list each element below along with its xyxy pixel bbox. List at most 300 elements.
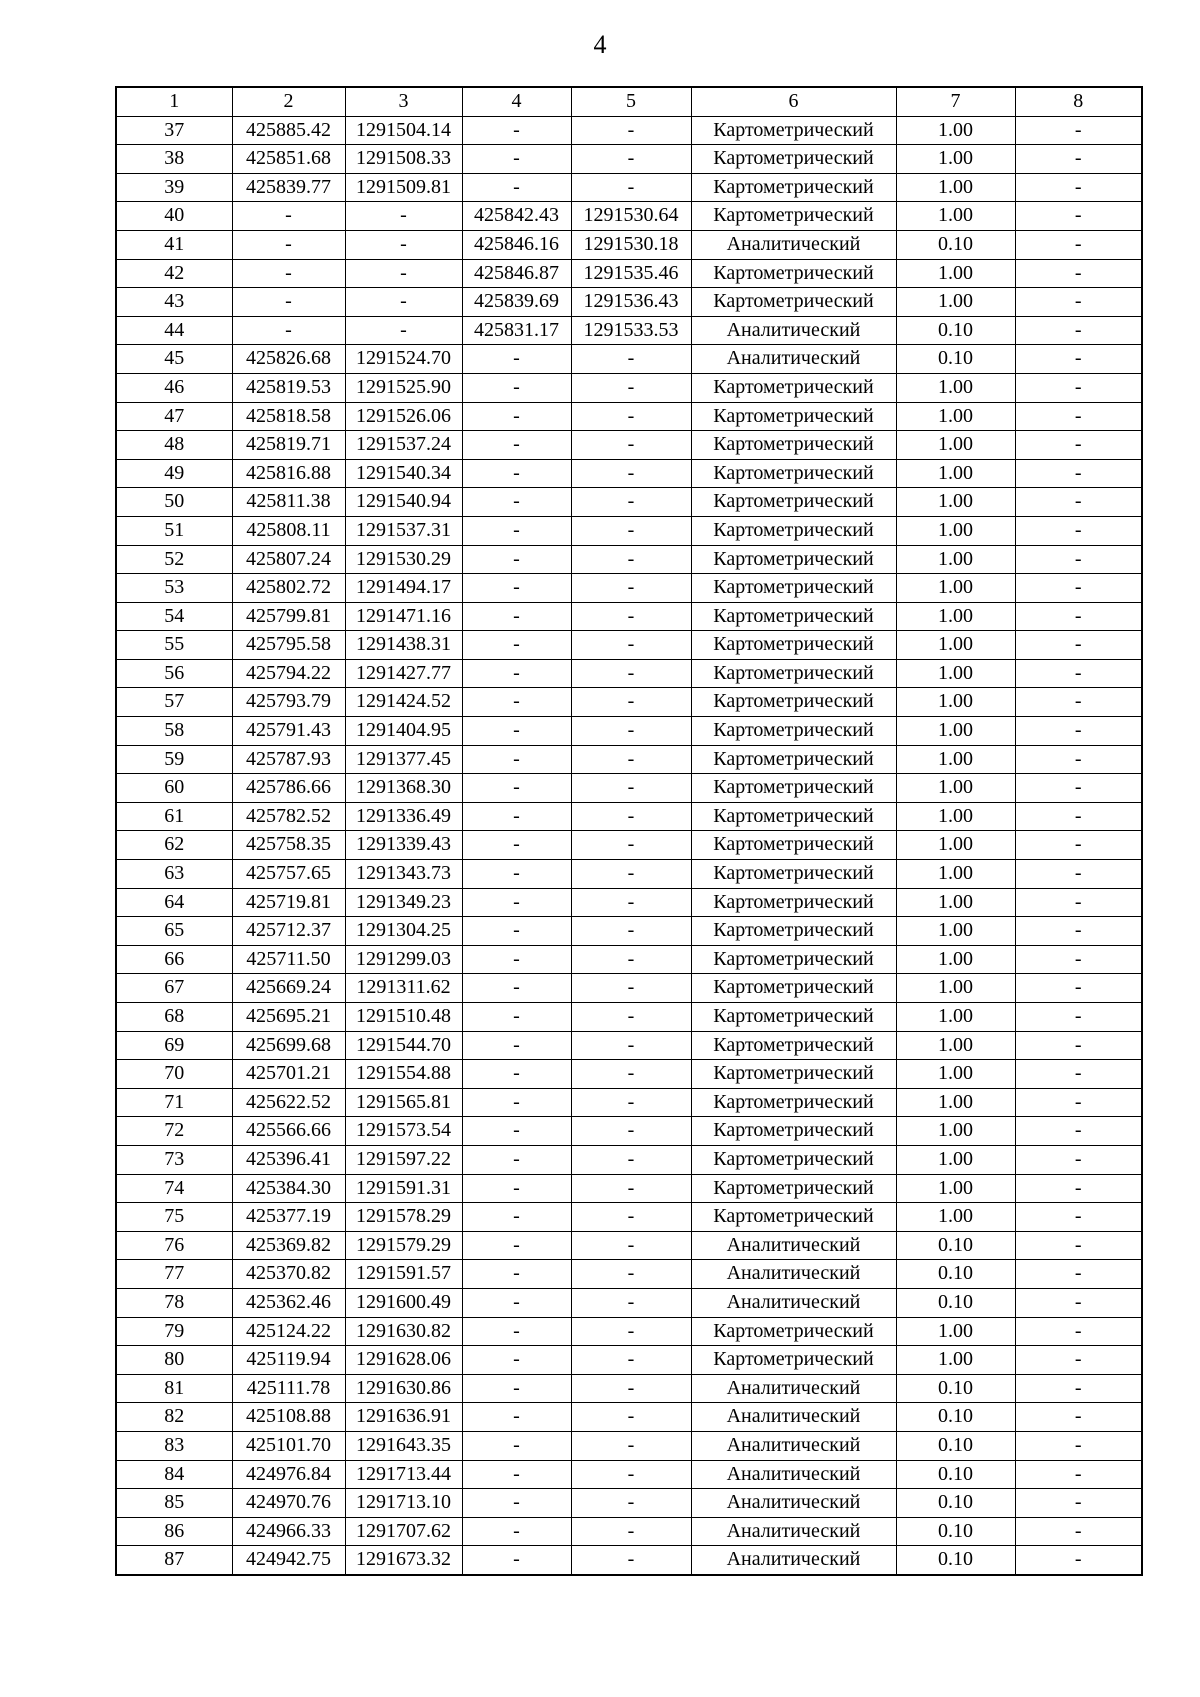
table-cell-col-3: 1291304.25 <box>345 917 462 946</box>
table-cell-col-4: - <box>462 145 571 174</box>
table-cell-col-4: - <box>462 1031 571 1060</box>
table-cell-col-1: 66 <box>116 945 232 974</box>
table-cell-col-6: Картометрический <box>691 1031 896 1060</box>
table-cell-col-6: Картометрический <box>691 373 896 402</box>
table-cell-col-3: 1291713.10 <box>345 1489 462 1518</box>
table-cell-col-3: 1291336.49 <box>345 802 462 831</box>
table-cell-col-5: - <box>571 774 691 803</box>
table-row <box>116 802 1142 831</box>
table-cell-col-5: - <box>571 173 691 202</box>
table-cell-col-7: 1.00 <box>896 945 1015 974</box>
table-cell-col-6: Картометрический <box>691 545 896 574</box>
table-cell-col-8: - <box>1015 602 1142 631</box>
table-cell-col-8: - <box>1015 1489 1142 1518</box>
table-cell-col-5: - <box>571 688 691 717</box>
table-cell-col-8: - <box>1015 1317 1142 1346</box>
table-cell-col-8: - <box>1015 1431 1142 1460</box>
table-cell-col-5: - <box>571 459 691 488</box>
table-cell-col-8: - <box>1015 116 1142 145</box>
table-cell-col-1: 72 <box>116 1117 232 1146</box>
table-cell-col-5: - <box>571 1260 691 1289</box>
table-cell-col-6: Аналитический <box>691 1231 896 1260</box>
column-header-2: 2 <box>232 87 345 116</box>
table-cell-col-4: - <box>462 974 571 1003</box>
table-row <box>116 1174 1142 1203</box>
table-cell-col-6: Картометрический <box>691 116 896 145</box>
table-cell-col-8: - <box>1015 488 1142 517</box>
table-cell-col-4: - <box>462 488 571 517</box>
table-cell-col-1: 41 <box>116 230 232 259</box>
table-cell-col-4: - <box>462 574 571 603</box>
table-cell-col-5: 1291530.18 <box>571 230 691 259</box>
table-cell-col-2: 425701.21 <box>232 1060 345 1089</box>
table-cell-col-1: 83 <box>116 1431 232 1460</box>
table-cell-col-2: 424942.75 <box>232 1546 345 1575</box>
table-cell-col-7: 1.00 <box>896 288 1015 317</box>
table-cell-col-2: 425124.22 <box>232 1317 345 1346</box>
table-cell-col-7: 0.10 <box>896 230 1015 259</box>
table-cell-col-7: 1.00 <box>896 402 1015 431</box>
table-cell-col-1: 51 <box>116 516 232 545</box>
table-cell-col-1: 80 <box>116 1346 232 1375</box>
table-cell-col-2: - <box>232 202 345 231</box>
table-cell-col-6: Картометрический <box>691 288 896 317</box>
table-cell-col-4: - <box>462 1374 571 1403</box>
table-cell-col-5: - <box>571 860 691 889</box>
table-cell-col-1: 63 <box>116 860 232 889</box>
table-cell-col-4: - <box>462 1403 571 1432</box>
table-cell-col-1: 62 <box>116 831 232 860</box>
table-cell-col-5: 1291530.64 <box>571 202 691 231</box>
table-cell-col-4: - <box>462 745 571 774</box>
table-cell-col-2: 425794.22 <box>232 659 345 688</box>
table-cell-col-2: 425799.81 <box>232 602 345 631</box>
table-cell-col-2: 425791.43 <box>232 717 345 746</box>
table-cell-col-4: - <box>462 1431 571 1460</box>
table-row <box>116 202 1142 231</box>
table-cell-col-1: 79 <box>116 1317 232 1346</box>
table-cell-col-6: Картометрический <box>691 1317 896 1346</box>
table-row <box>116 602 1142 631</box>
table-cell-col-3: 1291540.94 <box>345 488 462 517</box>
table-cell-col-1: 47 <box>116 402 232 431</box>
table-cell-col-4: - <box>462 860 571 889</box>
table-cell-col-8: - <box>1015 1231 1142 1260</box>
column-header-5: 5 <box>571 87 691 116</box>
table-cell-col-8: - <box>1015 1460 1142 1489</box>
table-row <box>116 459 1142 488</box>
table-cell-col-8: - <box>1015 259 1142 288</box>
table-cell-col-8: - <box>1015 888 1142 917</box>
table-row <box>116 116 1142 145</box>
table-cell-col-7: 0.10 <box>896 316 1015 345</box>
table-cell-col-6: Картометрический <box>691 888 896 917</box>
table-row <box>116 288 1142 317</box>
table-cell-col-4: - <box>462 774 571 803</box>
table-cell-col-7: 0.10 <box>896 1431 1015 1460</box>
table-cell-col-6: Аналитический <box>691 1403 896 1432</box>
table-cell-col-5: - <box>571 1288 691 1317</box>
table-cell-col-2: - <box>232 259 345 288</box>
table-cell-col-5: - <box>571 1489 691 1518</box>
table-row <box>116 917 1142 946</box>
table-cell-col-8: - <box>1015 1060 1142 1089</box>
table-cell-col-4: - <box>462 888 571 917</box>
table-cell-col-7: 1.00 <box>896 1117 1015 1146</box>
table-cell-col-2: 425811.38 <box>232 488 345 517</box>
table-cell-col-4: - <box>462 545 571 574</box>
table-row <box>116 1374 1142 1403</box>
table-cell-col-5: - <box>571 745 691 774</box>
table-cell-col-5: - <box>571 1374 691 1403</box>
table-row <box>116 717 1142 746</box>
table-row <box>116 1317 1142 1346</box>
table-cell-col-3: 1291565.81 <box>345 1088 462 1117</box>
table-cell-col-7: 1.00 <box>896 1174 1015 1203</box>
table-cell-col-8: - <box>1015 516 1142 545</box>
table-cell-col-2: 425786.66 <box>232 774 345 803</box>
table-cell-col-6: Картометрический <box>691 459 896 488</box>
table-cell-col-2: 425695.21 <box>232 1003 345 1032</box>
table-cell-col-3: - <box>345 202 462 231</box>
table-cell-col-2: 425566.66 <box>232 1117 345 1146</box>
table-row <box>116 1003 1142 1032</box>
table-cell-col-7: 1.00 <box>896 1203 1015 1232</box>
table-cell-col-2: 425839.77 <box>232 173 345 202</box>
table-cell-col-3: 1291579.29 <box>345 1231 462 1260</box>
table-cell-col-7: 1.00 <box>896 974 1015 1003</box>
table-cell-col-4: - <box>462 831 571 860</box>
table-row <box>116 488 1142 517</box>
table-row <box>116 1088 1142 1117</box>
table-row <box>116 631 1142 660</box>
table-cell-col-3: 1291630.86 <box>345 1374 462 1403</box>
table-row <box>116 1031 1142 1060</box>
table-cell-col-8: - <box>1015 1403 1142 1432</box>
table-cell-col-7: 0.10 <box>896 345 1015 374</box>
table-cell-col-6: Картометрический <box>691 1145 896 1174</box>
table-cell-col-3: 1291377.45 <box>345 745 462 774</box>
table-cell-col-7: 1.00 <box>896 145 1015 174</box>
table-cell-col-7: 1.00 <box>896 717 1015 746</box>
table-cell-col-5: - <box>571 488 691 517</box>
table-row <box>116 145 1142 174</box>
table-cell-col-6: Картометрический <box>691 659 896 688</box>
table-cell-col-4: 425842.43 <box>462 202 571 231</box>
table-cell-col-3: 1291573.54 <box>345 1117 462 1146</box>
table-cell-col-8: - <box>1015 659 1142 688</box>
table-cell-col-5: - <box>571 659 691 688</box>
table-cell-col-2: - <box>232 316 345 345</box>
table-cell-col-4: - <box>462 631 571 660</box>
table-cell-col-2: 425787.93 <box>232 745 345 774</box>
table-cell-col-4: - <box>462 1203 571 1232</box>
table-cell-col-3: 1291591.31 <box>345 1174 462 1203</box>
table-cell-col-1: 64 <box>116 888 232 917</box>
table-cell-col-4: - <box>462 1288 571 1317</box>
table-cell-col-5: - <box>571 116 691 145</box>
table-cell-col-6: Картометрический <box>691 488 896 517</box>
table-cell-col-5: - <box>571 1317 691 1346</box>
table-cell-col-2: 425808.11 <box>232 516 345 545</box>
table-cell-col-2: 425396.41 <box>232 1145 345 1174</box>
table-cell-col-8: - <box>1015 402 1142 431</box>
table-cell-col-8: - <box>1015 202 1142 231</box>
table-cell-col-6: Картометрический <box>691 1117 896 1146</box>
table-cell-col-4: - <box>462 1260 571 1289</box>
table-cell-col-3: - <box>345 230 462 259</box>
table-cell-col-1: 42 <box>116 259 232 288</box>
table-cell-col-1: 58 <box>116 717 232 746</box>
table-cell-col-4: - <box>462 1145 571 1174</box>
table-cell-col-3: 1291591.57 <box>345 1260 462 1289</box>
table-cell-col-2: 425819.53 <box>232 373 345 402</box>
table-cell-col-6: Картометрический <box>691 831 896 860</box>
table-cell-col-7: 1.00 <box>896 831 1015 860</box>
table-row <box>116 574 1142 603</box>
table-cell-col-5: - <box>571 631 691 660</box>
table-cell-col-3: 1291427.77 <box>345 659 462 688</box>
table-cell-col-3: 1291600.49 <box>345 1288 462 1317</box>
table-cell-col-7: 1.00 <box>896 860 1015 889</box>
table-cell-col-8: - <box>1015 1088 1142 1117</box>
table-cell-col-5: - <box>571 373 691 402</box>
table-cell-col-7: 0.10 <box>896 1546 1015 1575</box>
table-cell-col-7: 1.00 <box>896 1031 1015 1060</box>
table-cell-col-1: 74 <box>116 1174 232 1203</box>
table-cell-col-7: 1.00 <box>896 888 1015 917</box>
table-cell-col-2: 424966.33 <box>232 1517 345 1546</box>
table-cell-col-6: Картометрический <box>691 402 896 431</box>
table-cell-col-3: 1291524.70 <box>345 345 462 374</box>
table-cell-col-6: Картометрический <box>691 602 896 631</box>
table-cell-col-3: 1291438.31 <box>345 631 462 660</box>
table-cell-col-1: 43 <box>116 288 232 317</box>
table-cell-col-7: 1.00 <box>896 545 1015 574</box>
table-row <box>116 1460 1142 1489</box>
table-cell-col-3: 1291713.44 <box>345 1460 462 1489</box>
table-row <box>116 1431 1142 1460</box>
table-cell-col-3: 1291424.52 <box>345 688 462 717</box>
table-cell-col-1: 82 <box>116 1403 232 1432</box>
table-row <box>116 831 1142 860</box>
table-cell-col-4: - <box>462 1460 571 1489</box>
table-cell-col-3: 1291368.30 <box>345 774 462 803</box>
table-cell-col-5: - <box>571 1117 691 1146</box>
table-cell-col-1: 48 <box>116 431 232 460</box>
table-cell-col-8: - <box>1015 631 1142 660</box>
table-cell-col-5: - <box>571 602 691 631</box>
table-row <box>116 1546 1142 1575</box>
table-row <box>116 402 1142 431</box>
table-cell-col-5: - <box>571 1403 691 1432</box>
table-cell-col-5: - <box>571 516 691 545</box>
table-cell-col-1: 50 <box>116 488 232 517</box>
table-cell-col-7: 1.00 <box>896 1346 1015 1375</box>
table-cell-col-1: 75 <box>116 1203 232 1232</box>
table-cell-col-1: 71 <box>116 1088 232 1117</box>
table-cell-col-3: 1291339.43 <box>345 831 462 860</box>
table-row <box>116 1403 1142 1432</box>
table-cell-col-1: 40 <box>116 202 232 231</box>
table-cell-col-7: 1.00 <box>896 202 1015 231</box>
table-cell-col-2: 425369.82 <box>232 1231 345 1260</box>
table-cell-col-5: - <box>571 1431 691 1460</box>
table-cell-col-5: - <box>571 831 691 860</box>
table-cell-col-5: - <box>571 974 691 1003</box>
table-cell-col-3: 1291510.48 <box>345 1003 462 1032</box>
table-cell-col-7: 1.00 <box>896 802 1015 831</box>
table-cell-col-7: 1.00 <box>896 1145 1015 1174</box>
column-header-3: 3 <box>345 87 462 116</box>
table-cell-col-6: Аналитический <box>691 230 896 259</box>
table-cell-col-4: - <box>462 402 571 431</box>
table-cell-col-7: 1.00 <box>896 1003 1015 1032</box>
table-cell-col-6: Аналитический <box>691 345 896 374</box>
table-cell-col-2: 425807.24 <box>232 545 345 574</box>
table-cell-col-6: Аналитический <box>691 1517 896 1546</box>
table-cell-col-4: 425839.69 <box>462 288 571 317</box>
table-cell-col-7: 1.00 <box>896 1317 1015 1346</box>
table-cell-col-7: 1.00 <box>896 431 1015 460</box>
table-cell-col-8: - <box>1015 802 1142 831</box>
table-cell-col-1: 57 <box>116 688 232 717</box>
table-row <box>116 1288 1142 1317</box>
table-cell-col-3: 1291636.91 <box>345 1403 462 1432</box>
table-cell-col-1: 56 <box>116 659 232 688</box>
table-cell-col-3: - <box>345 259 462 288</box>
table-cell-col-6: Картометрический <box>691 917 896 946</box>
table-cell-col-1: 60 <box>116 774 232 803</box>
table-cell-col-8: - <box>1015 1003 1142 1032</box>
table-cell-col-6: Картометрический <box>691 173 896 202</box>
table-cell-col-3: 1291525.90 <box>345 373 462 402</box>
table-cell-col-2: 425111.78 <box>232 1374 345 1403</box>
table-cell-col-1: 59 <box>116 745 232 774</box>
table-cell-col-6: Картометрический <box>691 574 896 603</box>
table-cell-col-5: - <box>571 1003 691 1032</box>
table-cell-col-7: 1.00 <box>896 659 1015 688</box>
table-body <box>116 116 1142 1575</box>
table-cell-col-8: - <box>1015 574 1142 603</box>
table-row <box>116 173 1142 202</box>
table-cell-col-5: - <box>571 917 691 946</box>
table-cell-col-7: 0.10 <box>896 1260 1015 1289</box>
table-cell-col-4: 425846.87 <box>462 259 571 288</box>
table-cell-col-8: - <box>1015 945 1142 974</box>
table-cell-col-1: 77 <box>116 1260 232 1289</box>
table-cell-col-7: 1.00 <box>896 516 1015 545</box>
table-row <box>116 774 1142 803</box>
table-row <box>116 1145 1142 1174</box>
table-cell-col-4: - <box>462 802 571 831</box>
table-cell-col-2: 425757.65 <box>232 860 345 889</box>
table-cell-col-6: Аналитический <box>691 1288 896 1317</box>
table-cell-col-8: - <box>1015 173 1142 202</box>
table-cell-col-8: - <box>1015 774 1142 803</box>
table-cell-col-1: 67 <box>116 974 232 1003</box>
table-cell-col-1: 49 <box>116 459 232 488</box>
table-cell-col-4: - <box>462 1317 571 1346</box>
table-cell-col-8: - <box>1015 831 1142 860</box>
table-cell-col-2: 425816.88 <box>232 459 345 488</box>
table-cell-col-1: 81 <box>116 1374 232 1403</box>
table-cell-col-6: Аналитический <box>691 1546 896 1575</box>
table-cell-col-8: - <box>1015 431 1142 460</box>
table-cell-col-1: 76 <box>116 1231 232 1260</box>
table-cell-col-2: 425384.30 <box>232 1174 345 1203</box>
table-cell-col-2: 425377.19 <box>232 1203 345 1232</box>
table-cell-col-6: Картометрический <box>691 802 896 831</box>
table-row <box>116 1346 1142 1375</box>
table-cell-col-8: - <box>1015 230 1142 259</box>
table-cell-col-2: - <box>232 230 345 259</box>
table-cell-col-6: Картометрический <box>691 1060 896 1089</box>
table-cell-col-3: 1291509.81 <box>345 173 462 202</box>
table-cell-col-3: 1291628.06 <box>345 1346 462 1375</box>
table-cell-col-2: 425793.79 <box>232 688 345 717</box>
table-cell-col-6: Аналитический <box>691 1460 896 1489</box>
table-cell-col-1: 86 <box>116 1517 232 1546</box>
table-cell-col-1: 84 <box>116 1460 232 1489</box>
table-cell-col-8: - <box>1015 1288 1142 1317</box>
table-cell-col-6: Картометрический <box>691 1174 896 1203</box>
table-cell-col-6: Картометрический <box>691 202 896 231</box>
table-row <box>116 888 1142 917</box>
table-cell-col-6: Картометрический <box>691 717 896 746</box>
table-cell-col-6: Картометрический <box>691 1346 896 1375</box>
table-cell-col-3: 1291537.24 <box>345 431 462 460</box>
table-cell-col-6: Картометрический <box>691 516 896 545</box>
table-row <box>116 230 1142 259</box>
table-cell-col-2: 425711.50 <box>232 945 345 974</box>
table-cell-col-6: Картометрический <box>691 145 896 174</box>
table-cell-col-8: - <box>1015 1374 1142 1403</box>
table-cell-col-4: - <box>462 173 571 202</box>
table-cell-col-7: 1.00 <box>896 917 1015 946</box>
table-row <box>116 545 1142 574</box>
table-cell-col-5: - <box>571 1088 691 1117</box>
table-cell-col-3: 1291630.82 <box>345 1317 462 1346</box>
table-cell-col-8: - <box>1015 917 1142 946</box>
table-cell-col-3: 1291673.32 <box>345 1546 462 1575</box>
table-cell-col-8: - <box>1015 1546 1142 1575</box>
table-cell-col-3: 1291343.73 <box>345 860 462 889</box>
table-cell-col-7: 1.00 <box>896 488 1015 517</box>
table-cell-col-2: 425712.37 <box>232 917 345 946</box>
table-cell-col-2: 425119.94 <box>232 1346 345 1375</box>
table-cell-col-7: 1.00 <box>896 1088 1015 1117</box>
table-cell-col-4: - <box>462 1060 571 1089</box>
table-cell-col-7: 0.10 <box>896 1489 1015 1518</box>
table-cell-col-5: - <box>571 431 691 460</box>
table-cell-col-4: - <box>462 917 571 946</box>
table-cell-col-8: - <box>1015 1031 1142 1060</box>
table-cell-col-2: 425802.72 <box>232 574 345 603</box>
table-row <box>116 659 1142 688</box>
table-cell-col-5: - <box>571 574 691 603</box>
table-cell-col-1: 87 <box>116 1546 232 1575</box>
table-cell-col-6: Картометрический <box>691 259 896 288</box>
table-cell-col-8: - <box>1015 288 1142 317</box>
table-cell-col-5: - <box>571 1231 691 1260</box>
table-cell-col-7: 1.00 <box>896 116 1015 145</box>
table-cell-col-5: - <box>571 888 691 917</box>
table-cell-col-1: 61 <box>116 802 232 831</box>
table-cell-col-5: - <box>571 402 691 431</box>
table-header-row <box>116 87 1142 116</box>
column-header-8: 8 <box>1015 87 1142 116</box>
